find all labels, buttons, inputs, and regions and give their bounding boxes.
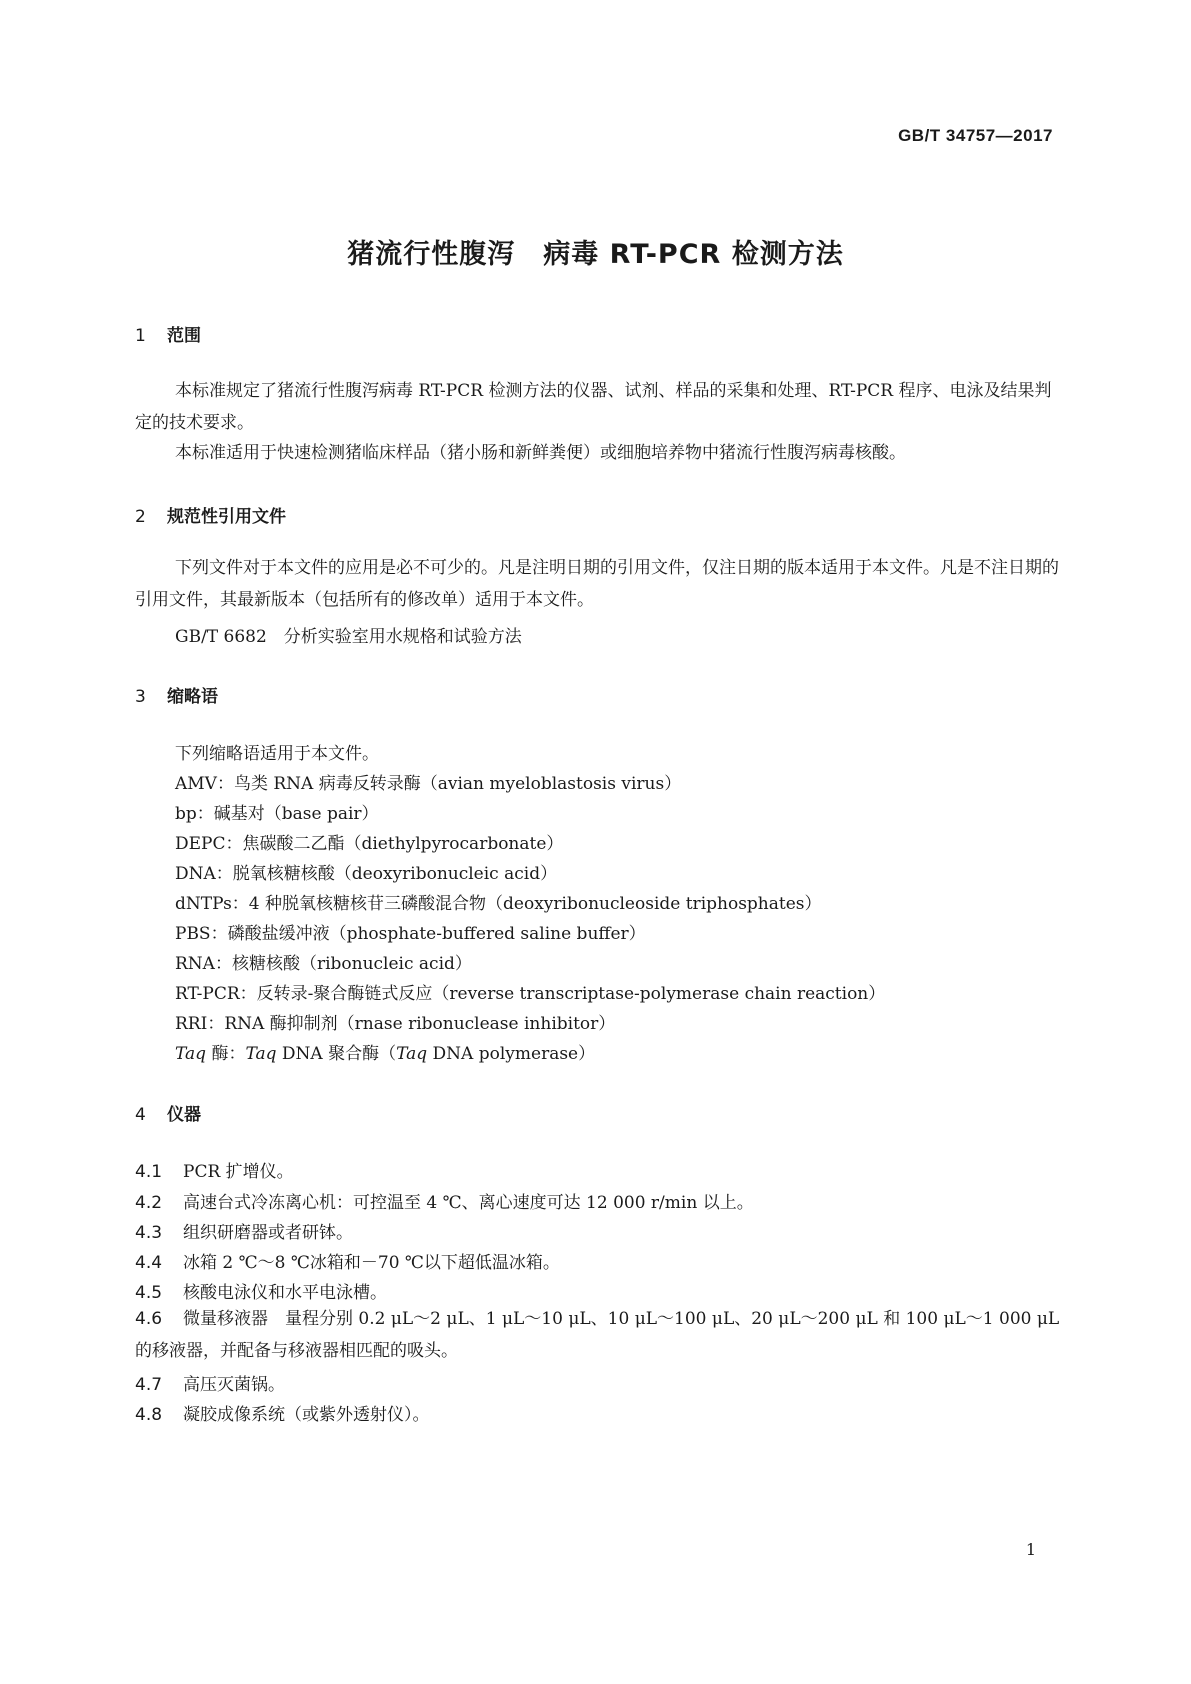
section-number: 1	[135, 326, 146, 346]
instrument-item	[135, 1400, 430, 1425]
instrument-item	[135, 1303, 1061, 1367]
instrument-item	[135, 1248, 560, 1273]
clause-text: 凝胶成像系统（或紫外透射仪）。	[183, 1405, 430, 1425]
references-paragraph: 下列文件对于本文件的应用是必不可少的。凡是注明日期的引用文件，仅注日期的版本适用于本文件。凡是不注日期的引用文件，其最新版本（包括所有的修改单）适用于本文件。	[135, 558, 1059, 610]
section-title: 仪器	[167, 1105, 201, 1125]
clause-text: 微量移液器 量程分别 0.2 μL～2 μL、1 μL～10 μL、10 μL～100 μL、20 μL～200 μL 和 100 μL～1 000 μL 的移液器，并配备与移液器相匹配的吸头。	[135, 1309, 1060, 1361]
instrument-item	[135, 1157, 294, 1182]
section-heading-abbreviations	[135, 682, 218, 707]
taq-italic: Taq	[245, 1044, 277, 1064]
clause-number: 4.6	[135, 1309, 163, 1329]
clause-number: 4.2	[135, 1193, 163, 1213]
abbreviation-item: RRI：RNA 酶抑制剂（rnase ribonuclease inhibitor）	[175, 1014, 616, 1034]
clause-text: 核酸电泳仪和水平电泳槽。	[183, 1283, 387, 1303]
document-title: 猪流行性腹泻 病毒 RT-PCR 检测方法	[347, 239, 844, 270]
section-title: 规范性引用文件	[167, 507, 286, 527]
taq-text: 酶：	[206, 1044, 246, 1064]
clause-number: 4.7	[135, 1375, 163, 1395]
abbreviation-item: DEPC：焦碳酸二乙酯（diethylpyrocarbonate）	[175, 834, 564, 854]
abbreviations-intro: 下列缩略语适用于本文件。	[175, 744, 379, 764]
abbreviation-item: RT-PCR：反转录-聚合酶链式反应（reverse transcriptase-polymerase chain reaction）	[175, 984, 886, 1004]
clause-number: 4.8	[135, 1405, 163, 1425]
section-title: 缩略语	[167, 687, 218, 707]
instrument-item	[135, 1278, 387, 1303]
section-number: 3	[135, 687, 146, 707]
section-heading-instruments	[135, 1100, 201, 1125]
taq-text: DNA 聚合酶（	[276, 1044, 397, 1064]
standard-code: GB/T 34757—2017	[898, 126, 1053, 145]
clause-text: PCR 扩增仪。	[183, 1162, 294, 1182]
section-title: 范围	[167, 326, 201, 346]
scope-paragraph-2: 本标准适用于快速检测猪临床样品（猪小肠和新鲜粪便）或细胞培养物中猪流行性腹泻病毒核酸。	[175, 443, 906, 463]
abbreviation-item: DNA：脱氧核糖核酸（deoxyribonucleic acid）	[175, 864, 558, 884]
clause-text: 高压灭菌锅。	[183, 1375, 285, 1395]
abbreviation-item: PBS：磷酸盐缓冲液（phosphate-buffered saline buffer）	[175, 924, 646, 944]
clause-text: 高速台式冷冻离心机：可控温至 4 ℃、离心速度可达 12 000 r/min 以上。	[183, 1193, 754, 1213]
section-heading-references	[135, 502, 286, 527]
section-number: 2	[135, 507, 146, 527]
clause-number: 4.4	[135, 1253, 163, 1273]
clause-number: 4.3	[135, 1223, 163, 1243]
scope-paragraph-1: 本标准规定了猪流行性腹泻病毒 RT-PCR 检测方法的仪器、试剂、样品的采集和处理、RT-PCR 程序、电泳及结果判定的技术要求。	[135, 381, 1052, 433]
taq-italic: Taq	[396, 1044, 428, 1064]
section-number: 4	[135, 1105, 146, 1125]
taq-italic: Taq	[175, 1044, 207, 1064]
abbreviation-item: RNA：核糖核酸（ribonucleic acid）	[175, 954, 472, 974]
page-number: 1	[1025, 1540, 1036, 1559]
clause-number: 4.1	[135, 1162, 163, 1182]
taq-text: DNA polymerase）	[427, 1044, 596, 1064]
abbreviation-item: dNTPs：4 种脱氧核糖核苷三磷酸混合物（deoxyribonucleoside triphosphates）	[175, 894, 822, 914]
abbreviation-item-taq	[175, 1039, 595, 1064]
abbreviation-item: AMV：鸟类 RNA 病毒反转录酶（avian myeloblastosis virus）	[175, 774, 682, 794]
instrument-item	[135, 1218, 353, 1243]
instrument-item	[135, 1188, 754, 1213]
section-heading-scope	[135, 321, 201, 346]
clause-text: 组织研磨器或者研钵。	[183, 1223, 353, 1243]
instrument-item	[135, 1370, 285, 1395]
referenced-document: GB/T 6682 分析实验室用水规格和试验方法	[175, 627, 522, 647]
clause-text: 冰箱 2 ℃～8 ℃冰箱和－70 ℃以下超低温冰箱。	[183, 1253, 560, 1273]
abbreviation-item: bp：碱基对（base pair）	[175, 804, 379, 824]
clause-number: 4.5	[135, 1283, 163, 1303]
